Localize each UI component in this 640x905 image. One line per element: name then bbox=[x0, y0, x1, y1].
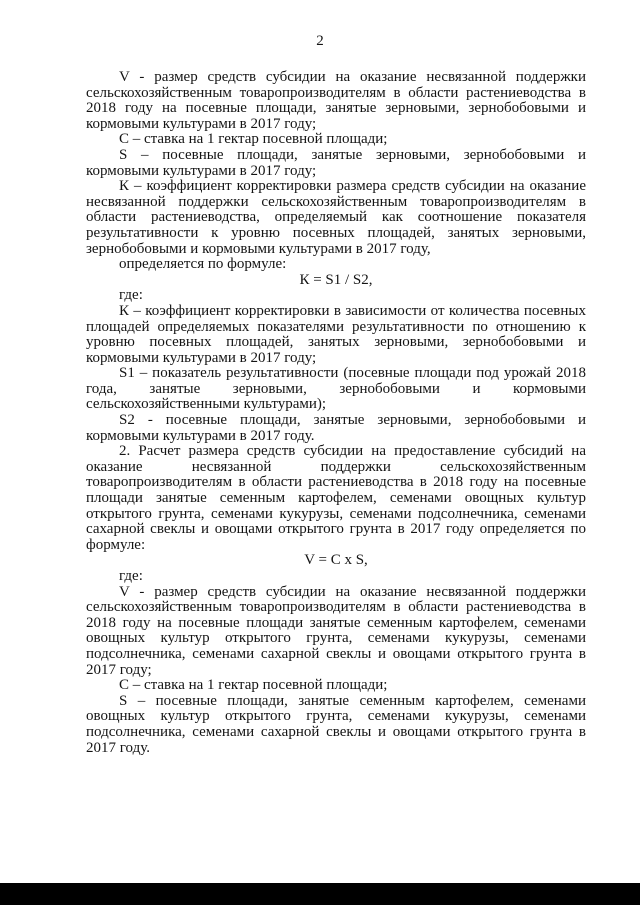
paragraph-c-definition-2: С – ставка на 1 гектар посевной площади; bbox=[119, 677, 388, 694]
paragraph-s2-explanation: S2 - посевные площади, занятые зерновыми, зернобобовыми и кормовыми культурами в 2017 году. bbox=[86, 412, 586, 444]
paragraph-s-definition: S – посевные площади, занятые зерновыми, зернобобовыми и кормовыми культурами в 2017 году; bbox=[86, 146, 586, 179]
paragraph-s1-explanation: S1 – показатель результативности (посевные площади под урожай 2018 года, занятые зерновыми, зернобобовыми и кормовыми сельскохозяйственными культурами); bbox=[86, 365, 586, 413]
paragraph-where-2: где: bbox=[119, 568, 143, 584]
paragraph-where: где: bbox=[119, 287, 143, 304]
paragraph-v-definition-2: V - размер средств субсидии на оказание несвязанной поддержки сельскохозяйственным товаропроизводителям в области растениеводства в 2018 году на посевные площади занятые семенным картофелем, семенами овощных культур открытого грунта, семенами кукурузы, семенами подсолнечника, семенами сахарной свеклы и овощами открытого грунта в 2017 году; bbox=[86, 583, 586, 678]
scan-bottom-border bbox=[0, 883, 640, 905]
paragraph-c-definition: С – ставка на 1 гектар посевной площади; bbox=[119, 131, 388, 148]
document-body bbox=[86, 70, 586, 756]
page-number: 2 bbox=[316, 33, 324, 49]
formula-v: V = С х S, bbox=[304, 552, 368, 569]
paragraph-k-definition: К – коэффициент корректировки размера средств субсидии на оказание несвязанной поддержки сельскохозяйственным товаропроизводителям в области растениеводства, определяемый как соотношение показателя результативности к уровню посевных площадей, занятых зерновыми, зернобобовыми и кормовыми культурами в 2017 году, bbox=[86, 178, 586, 257]
paragraph-s-definition-2: S – посевные площади, занятые семенным картофелем, семенами овощных культур открытого грунта, семенами кукурузы, семенами подсолнечника, семенами сахарной свеклы и овощами открытого грунта в 2017 году. bbox=[86, 692, 586, 756]
paragraph-v-definition: V - размер средств субсидии на оказание несвязанной поддержки сельскохозяйственным товаропроизводителям в области растениеводства в 2018 году на посевные площади, занятые зерновыми, зернобобовыми и кормовыми культурами в 2017 году; bbox=[86, 69, 586, 132]
paragraph-section-2: 2. Расчет размера средств субсидии на предоставление субсидий на оказание несвязанной поддержки сельскохозяйственным товаропроизводителям в области растениеводства в 2018 году на посевные площади занятые семенным картофелем, семенами овощных культур открытого грунта, семенами кукурузы, семенами подсолнечника, семенами сахарной свеклы и овощами открытого грунта в 2017 году определяется по формуле: bbox=[86, 443, 586, 553]
paragraph-formula-intro: определяется по формуле: bbox=[119, 256, 287, 273]
paragraph-k-explanation: К – коэффициент корректировки в зависимости от количества посевных площадей определяемых показателями результативности по отношению к уровню посевных площадей, занятых зерновыми, зернобобовыми и кормовыми культурами в 2017 году; bbox=[86, 302, 586, 366]
formula-k: К = S1 / S2, bbox=[299, 271, 373, 288]
